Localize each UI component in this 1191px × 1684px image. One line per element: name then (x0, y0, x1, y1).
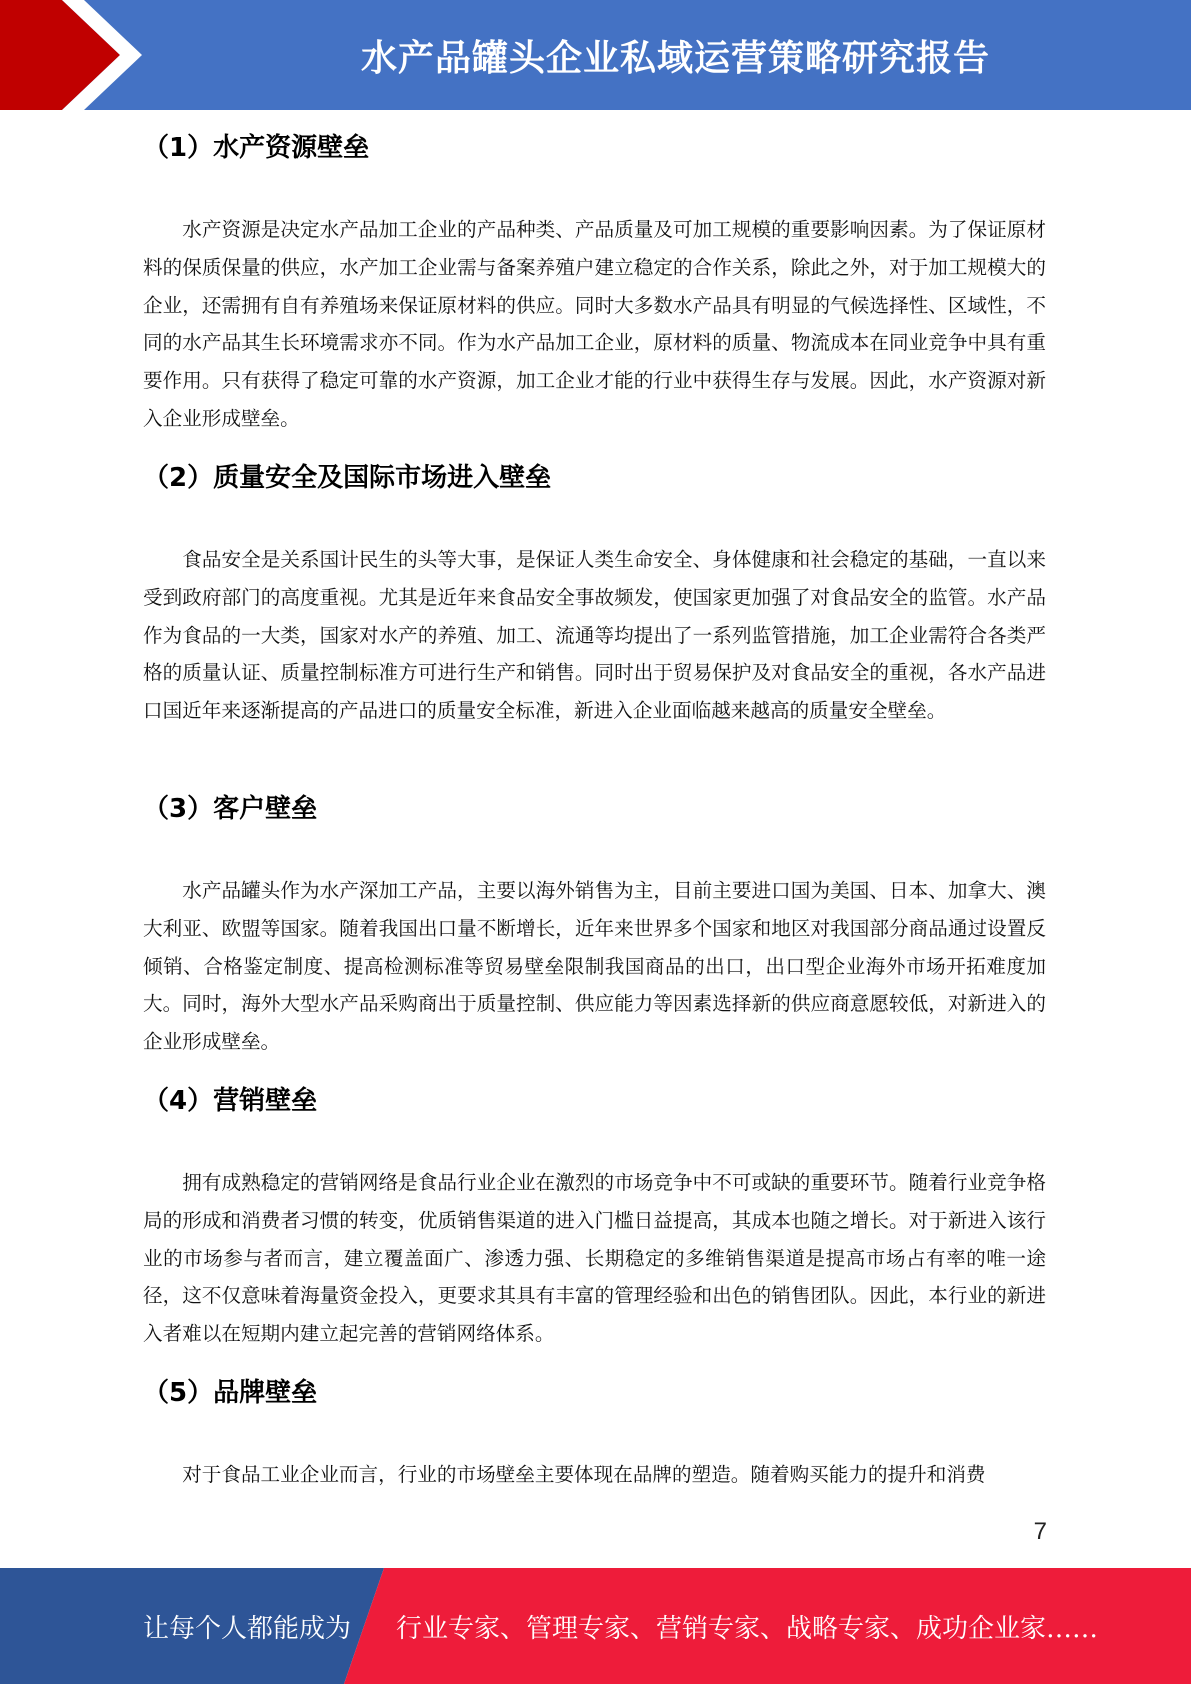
report-title: 水产品罐头企业私域运营策略研究报告 (360, 37, 990, 79)
page-footer (0, 1568, 1191, 1684)
section-marketing (143, 1079, 1046, 1353)
section-brand (143, 1371, 1046, 1494)
section-heading: （2）质量安全及国际市场进入壁垒 (143, 463, 552, 493)
footer-slogan-right: 行业专家、管理专家、营销专家、战略专家、成功企业家…… (396, 1613, 1099, 1644)
section-body: 水产品罐头作为水产深加工产品，主要以海外销售为主，目前主要进口国为美国、日本、加拿大、澳大利亚、欧盟等国家。随着我国出口量不断增长，近年来世界多个国家和地区对我国部分商品通过设置反倾销、合格鉴定制度、提高检测标准等贸易壁垒限制我国商品的出口，出口型企业海外市场开拓难度加大。同时，海外大型水产品采购商出于质量控制、供应能力等因素选择新的供应商意愿较低，对新进入的企业形成壁垒。 (143, 879, 1046, 1054)
section-customer (143, 787, 1046, 1061)
section-heading: （1）水产资源壁垒 (143, 133, 370, 163)
section-heading: （3）客户壁垒 (143, 794, 318, 824)
section-body: 对于食品工业企业而言，行业的市场壁垒主要体现在品牌的塑造。随着购买能力的提升和消费 (182, 1463, 986, 1486)
section-body: 食品安全是关系国计民生的头等大事，是保证人类生命安全、身体健康和社会稳定的基础，一直以来受到政府部门的高度重视。尤其是近年来食品安全事故频发，使国家更加强了对食品安全的监管。水产品作为食品的一大类，国家对水产的养殖、加工、流通等均提出了一系列监管措施，加工企业需符合各类严格的质量认证、质量控制标准方可进行生产和销售。同时出于贸易保护及对食品安全的重视，各水产品进口国近年来逐渐提高的产品进口的质量安全标准，新进入企业面临越来越高的质量安全壁垒。 (143, 548, 1046, 723)
section-body: 水产资源是决定水产品加工企业的产品种类、产品质量及可加工规模的重要影响因素。为了保证原材料的保质保量的供应，水产加工企业需与备案养殖户建立稳定的合作关系，除此之外，对于加工规模大的企业，还需拥有自有养殖场来保证原材料的供应。同时大多数水产品具有明显的气候选择性、区域性，不同的水产品其生长环境需求亦不同。作为水产品加工企业，原材料的质量、物流成本在同业竞争中具有重要作用。只有获得了稳定可靠的水产资源，加工企业才能的行业中获得生存与发展。因此，水产资源对新入企业形成壁垒。 (143, 218, 1046, 430)
section-aquatic-resources (143, 126, 1046, 438)
header-arrow-decoration (0, 0, 160, 110)
footer-slogan-left: 让每个人都能成为 (143, 1613, 352, 1644)
section-body: 拥有成熟稳定的营销网络是食品行业企业在激烈的市场竞争中不可或缺的重要环节。随着行业竞争格局的形成和消费者习惯的转变，优质销售渠道的进入门槛日益提高，其成本也随之增长。对于新进入该行业的市场参与者而言，建立覆盖面广、渗透力强、长期稳定的多维销售渠道是提高市场占有率的唯一途径，这不仅意味着海量资金投入，更要求其具有丰富的管理经验和出色的销售团队。因此，本行业的新进入者难以在短期内建立起完善的营销网络体系。 (143, 1171, 1046, 1346)
section-heading: （4）营销壁垒 (143, 1086, 318, 1116)
section-quality-safety (143, 456, 1046, 730)
section-heading: （5）品牌壁垒 (143, 1378, 318, 1408)
page-header (0, 0, 1191, 110)
page-number: 7 (1033, 1518, 1047, 1545)
